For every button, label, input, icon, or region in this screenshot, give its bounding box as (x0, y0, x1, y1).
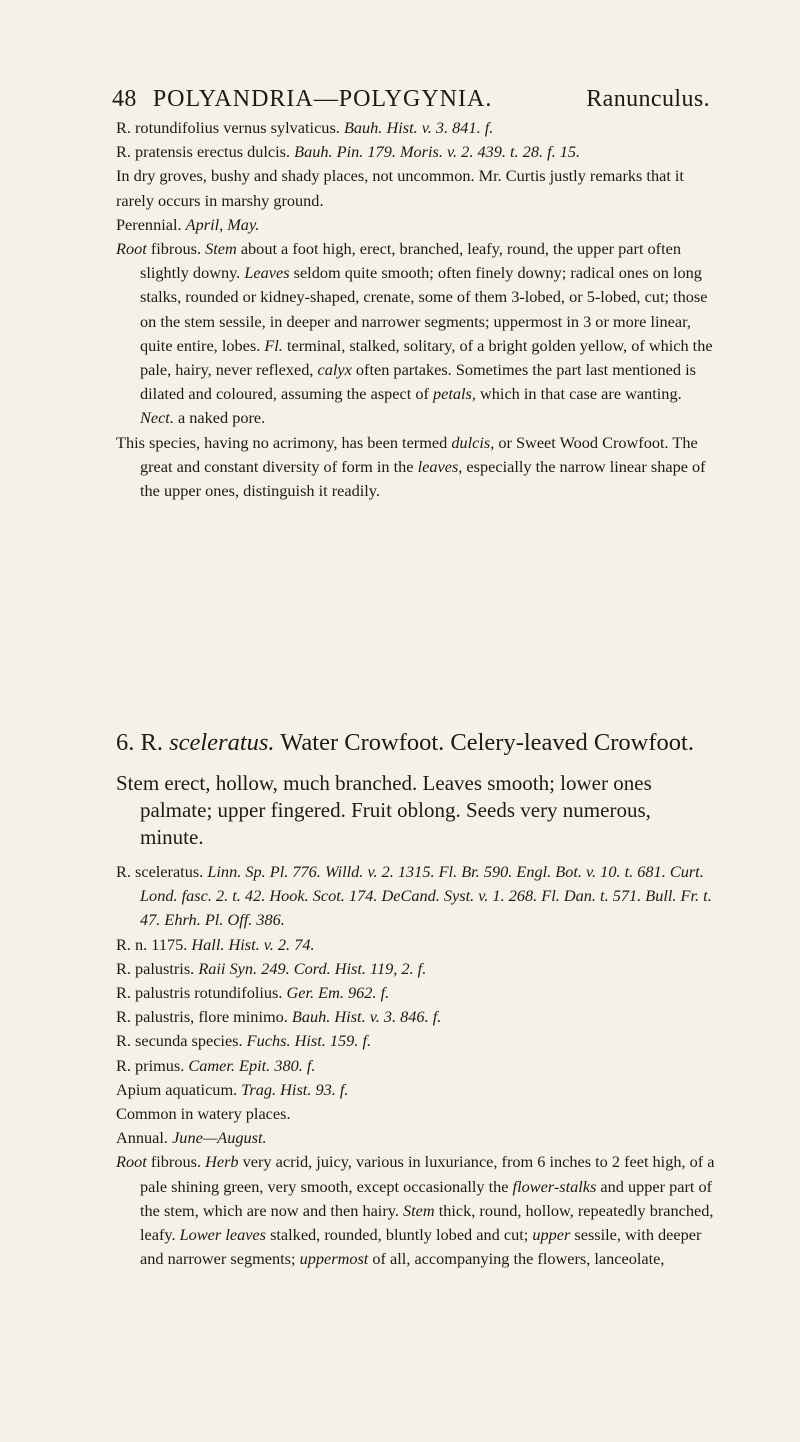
synonym-list (116, 860, 716, 1271)
habitat-text: In dry groves, bushy and shady places, not uncommon. Mr. Curtis justly remarks that it rarely occurs in marshy ground. (116, 166, 684, 210)
specific-diagnosis: Stem erect, hollow, much branched. Leaves smooth; lower ones palmate; upper fingered. Fruit oblong. Seeds very numerous, minute. (116, 771, 652, 849)
continued-species-block (116, 116, 716, 503)
duration-season: Annual. June—August. (116, 1128, 267, 1148)
page-number: 48 (112, 86, 137, 112)
common-names: Water Crowfoot. Celery-leaved Crowfoot. (280, 729, 694, 756)
species-6-block (116, 728, 716, 1271)
genus-running-title: Ranunculus. (586, 86, 710, 112)
description-paragraph: Root fibrous. Herb very acrid, juicy, various in luxuriance, from 6 inches to 2 feet high, of a pale shining green, very smooth, except occasionally the flower-stalks and upper part of the stem, which are now and then hairy. Stem thick, round, hollow, repeatedly branched, leafy. Lower leaves stalked, rounded, bluntly lobed and cut; upper sessile, with deeper and narrower segments; uppermost of all, accompanying the flowers, lanceolate, (116, 1152, 715, 1269)
running-header (112, 84, 710, 114)
synonym-line: R. palustris, flore minimo. Bauh. Hist. v. 3. 846. f. (116, 1007, 442, 1027)
synonym-line: R. secunda species. Fuchs. Hist. 159. f. (116, 1031, 372, 1051)
species-heading: 6. R. sceleratus. Water Crowfoot. Celery-leaved Crowfoot. (116, 729, 694, 756)
synonym-line: R. palustris. Raii Syn. 249. Cord. Hist. 119, 2. f. (116, 958, 427, 978)
note-paragraph: This species, having no acrimony, has been termed dulcis, or Sweet Wood Crowfoot. The great and constant diversity of form in the leaves, especially the narrow linear shape of the upper ones, distinguish it readily. (116, 432, 706, 501)
description-paragraph: Root fibrous. Stem about a foot high, erect, branched, leafy, round, the upper part often slightly downy. Leaves seldom quite smooth; often finely downy; radical ones on long stalks, rounded or kidney-shaped, crenate, some of them 3-lobed, or 5-lobed, cut; those on the stem sessile, in deeper and narrower segments; uppermost in 3 or more linear, quite entire, lobes. Fl. terminal, stalked, solitary, of a bright golden yellow, of which the pale, hairy, never reflexed, calyx often partakes. Sometimes the part last mentioned is dilated and coloured, assuming the aspect of petals, which in that case are wanting. Nect. a naked pore. (116, 239, 713, 428)
section-title: POLYANDRIA—POLYGYNIA. (152, 86, 493, 112)
synonym-line: R. sceleratus. Linn. Sp. Pl. 776. Willd. v. 2. 1315. Fl. Br. 590. Engl. Bot. v. 10. t. 681. Curt. Lond. fasc. 2. t. 42. Hook. Scot. 174. DeCand. Syst. v. 1. 268. Fl. Dan. t. 571. Bull. Fr. t. 47. Ehrh. Pl. Off. 386. (116, 862, 712, 930)
synonym-line: R. n. 1175. Hall. Hist. v. 2. 74. (116, 934, 315, 954)
synonym-line: R. pratensis erectus dulcis. Bauh. Pin. 179. Moris. v. 2. 439. t. 28. f. 15. (116, 142, 581, 162)
synonym-line: R. primus. Camer. Epit. 380. f. (116, 1055, 316, 1075)
species-epithet: sceleratus. (169, 729, 275, 756)
synonym-line: Apium aquaticum. Trag. Hist. 93. f. (116, 1079, 349, 1099)
duration-season: Perennial. April, May. (116, 214, 260, 234)
synonym-line: R. palustris rotundifolius. Ger. Em. 962. f. (116, 983, 390, 1003)
habitat-text: Common in watery places. (116, 1104, 291, 1124)
synonym-line: R. rotundifolius vernus sylvaticus. Bauh. Hist. v. 3. 841. f. (116, 118, 494, 137)
